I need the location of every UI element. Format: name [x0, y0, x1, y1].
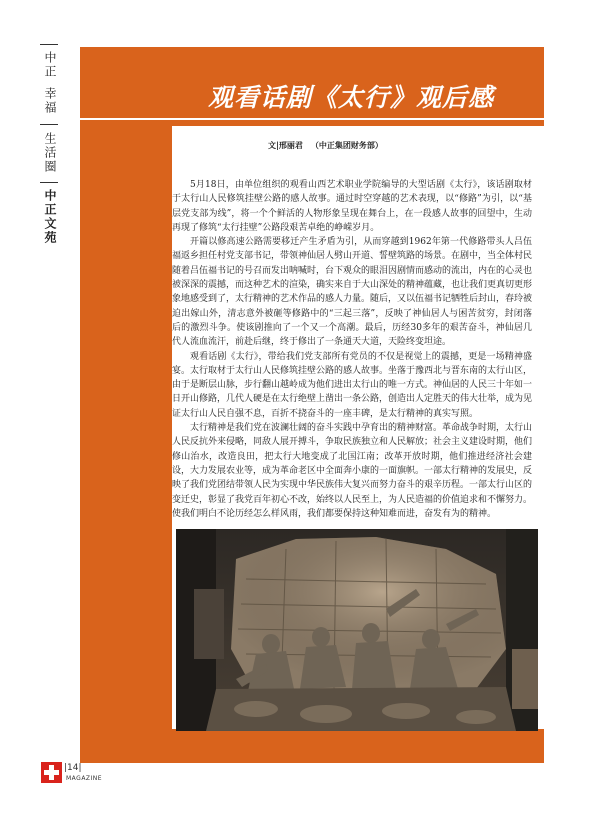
nav-item-life-circle[interactable]: 生活圈 — [43, 132, 57, 174]
paragraph: 太行精神是我们党在波澜壮阔的奋斗实践中孕育出的精神财富。革命战争时期，太行山人民反抗外来侵略，同敌人展开搏斗，争取民族独立和人民解放；社会主义建设时期，他们修山治水，改造良田，把太行大地变成了北国江南；改革开放时期，他们推进经济社会建设，大力发展农业等，成为革命老区中全面奔小康的一面旗帜。一部太行精神的发展史，反映了我们党团结带领人民为实现中华民族伟大复兴而努力奋斗的艰辛历程。一部太行山区的变迁史，彰显了我党百年初心不改，始终以人民至上，为人民造福的价值追求和不懈努力。使我们明白不论历经怎么样风雨，我们都要保持这种知难而进，奋发有为的精神。 — [172, 423, 533, 519]
nav-divider — [40, 124, 58, 125]
nav-item-zhongzheng[interactable]: 中正 — [43, 51, 57, 79]
page-title: 观看话剧《太行》观后感 — [208, 83, 495, 112]
sculpture-photo — [176, 529, 538, 731]
sculpture-image — [176, 529, 538, 731]
paragraph: 观看话剧《太行》，带给我们党支部所有党员的不仅是视觉上的震撼，更是一场精神盛宴。太行取材于太行山人民修筑挂壁公路的感人故事。坐落于豫西北与晋东南的太行山区，由于是断层山脉，步行翻山越岭成为他们进出太行山的唯一方式。神仙居的人民三十年如一日开山修路，几代人硬是在太行绝壁上凿出一条公路，创造出人定胜天的伟大壮举，成为见证太行山人民自强不息，百折不挠奋斗的一座丰碑，是太行精神的真实写照。 — [172, 351, 533, 419]
paragraph: 开篇以修高速公路需要移迁产生矛盾为引，从而穿越到1962年第一代修路带头人吕伍福返乡担任村党支部书记，带领神仙居人劈山开道、誓壁筑路的场景。在剧中，当全体村民随着吕伍福书记的号召而发出呐喊时，台下观众的眼泪因剧情而感动的流出，内在的心灵也被深深的震撼，而这种艺术的渲染，确实来自于大山深处的精神蕴藏，也让我们更真切更形象地感受到了，太行精神的艺术作品的感人力量。随后，又以伍福书记牺牲后封山，春玲被迫出嫁山外，清志意外被砸等修路中的“三起三落”，反映了神仙居人与困苦贫穷，封闭落后的激烈斗争。使该剧推向了一个又一个高潮。最后，历经30多年的艰苦奋斗，神仙居几代人流血流汗，前赴后继，终于修出了一条通天大道，天险终变坦途。 — [172, 237, 533, 348]
nav-item-zhongzheng-wenyuan[interactable]: 中正文苑 — [43, 189, 57, 245]
article-body — [172, 178, 532, 521]
magazine-logo-icon — [41, 762, 62, 783]
nav-item-xingfu[interactable]: 幸福 — [43, 87, 57, 115]
page-number: |14| — [64, 763, 82, 773]
nav-divider — [40, 182, 58, 183]
paragraph: 5月18日，由单位组织的观看山西艺术职业学院编导的大型话剧《太行》，该话剧取材于太行山人民修筑挂壁公路的感人故事。通过时空穿越的艺术表现，以“修路”为引，以“基层党支部为线”，将一个个鲜活的人物形象呈现在舞台上，在一段感人故事的回望中，生动再现了修筑“太行挂壁”公路段艰苦卓绝的峥嵘岁月。 — [172, 180, 532, 233]
nav-divider — [40, 44, 58, 45]
magazine-label: MAGAZINE — [66, 775, 103, 782]
author-organization: （中正集团财务部） — [310, 140, 383, 150]
byline — [268, 140, 528, 151]
author: 文|邢丽君 — [268, 140, 303, 150]
